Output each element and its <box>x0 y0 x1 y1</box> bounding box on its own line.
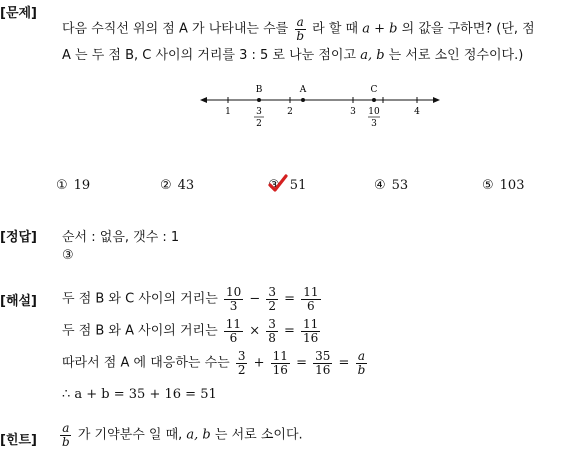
expression-a-plus-b: a + b <box>362 21 398 37</box>
b-frac-num: 3 <box>256 107 262 117</box>
choice-mark: ① <box>56 178 68 193</box>
label-a: A <box>299 85 307 95</box>
c-frac-den: 3 <box>371 119 377 129</box>
tick-label-4: 4 <box>414 107 420 117</box>
fraction-a-over-b: $\frac{a}{b}$ <box>296 15 305 43</box>
solution-line-4: ∴ a + b = 35 + 16 = 51 <box>62 387 217 402</box>
choice-mark: ② <box>160 178 172 193</box>
b-frac-den: 2 <box>256 119 262 129</box>
problem-line-1: 다음 수직선 위의 점 A 가 나타내는 수를 $\frac{a}{b}$ 라 할 때 a + b 의 값을 구하면? (단, 점 <box>62 15 535 43</box>
choice-5[interactable] <box>482 178 524 193</box>
choice-value: 43 <box>177 178 195 193</box>
tick-label-1: 1 <box>225 107 231 117</box>
label-b: B <box>255 85 263 95</box>
problem-line-2: A 는 두 점 B, C 사이의 거리를 3 : 5 로 나눈 점이고 a, b 는 서로 소인 정수이다.) <box>62 48 524 63</box>
choice-2[interactable] <box>160 178 194 193</box>
choice-value: 19 <box>73 178 91 193</box>
solution-line-2: 두 점 B 와 A 사이의 거리는 $\frac{11}{6}$ × $\frac{3}{8}$ = $\frac{11}{16}$ <box>62 317 319 345</box>
tick-label-2: 2 <box>287 107 293 117</box>
problem-tag: [문제] <box>0 6 37 21</box>
answer-line-1: 순서 : 없음, 갯수 : 1 <box>62 230 180 245</box>
answer-line-2: ③ <box>62 248 74 263</box>
point-b <box>257 98 261 102</box>
c-frac-num: 10 <box>368 107 380 117</box>
number-line-figure <box>196 82 446 130</box>
solution-line-3: 따라서 점 A 에 대응하는 수는 $\frac{3}{2}$ + $\frac{11}{16}$ = $\frac{35}{16}$ = $\frac{a}{b}$ <box>62 349 366 377</box>
tick-label-3: 3 <box>350 107 356 117</box>
choice-3[interactable] <box>268 178 306 193</box>
choice-mark: ③ <box>268 178 284 193</box>
choice-mark: ④ <box>374 178 386 193</box>
choice-value: 51 <box>289 178 307 193</box>
solution-line-1: 두 점 B 와 C 사이의 거리는 $\frac{10}{3}$ − $\frac{3}{2}$ = $\frac{11}{6}$ <box>62 285 319 313</box>
choice-value: 53 <box>391 178 409 193</box>
checkmark-icon <box>267 173 289 195</box>
point-a <box>301 98 305 102</box>
right-arrow-icon <box>433 97 440 103</box>
problem-text: 다음 수직선 위의 점 A 가 나타내는 수를 <box>62 21 289 37</box>
point-c <box>372 98 376 102</box>
choice-mark: ⑤ <box>482 178 494 193</box>
choice-1[interactable] <box>56 178 90 193</box>
solution-tag: [해설] <box>0 294 37 309</box>
choice-4[interactable] <box>374 178 408 193</box>
label-c: C <box>370 85 378 95</box>
choice-value: 103 <box>499 178 525 193</box>
answer-tag: [정답] <box>0 230 37 245</box>
hint-tag: [힌트] <box>0 433 37 448</box>
left-arrow-icon <box>200 97 207 103</box>
hint-line: $\frac{a}{b}$ 가 기약분수 일 때, a, b 는 서로 소이다. <box>62 421 303 449</box>
